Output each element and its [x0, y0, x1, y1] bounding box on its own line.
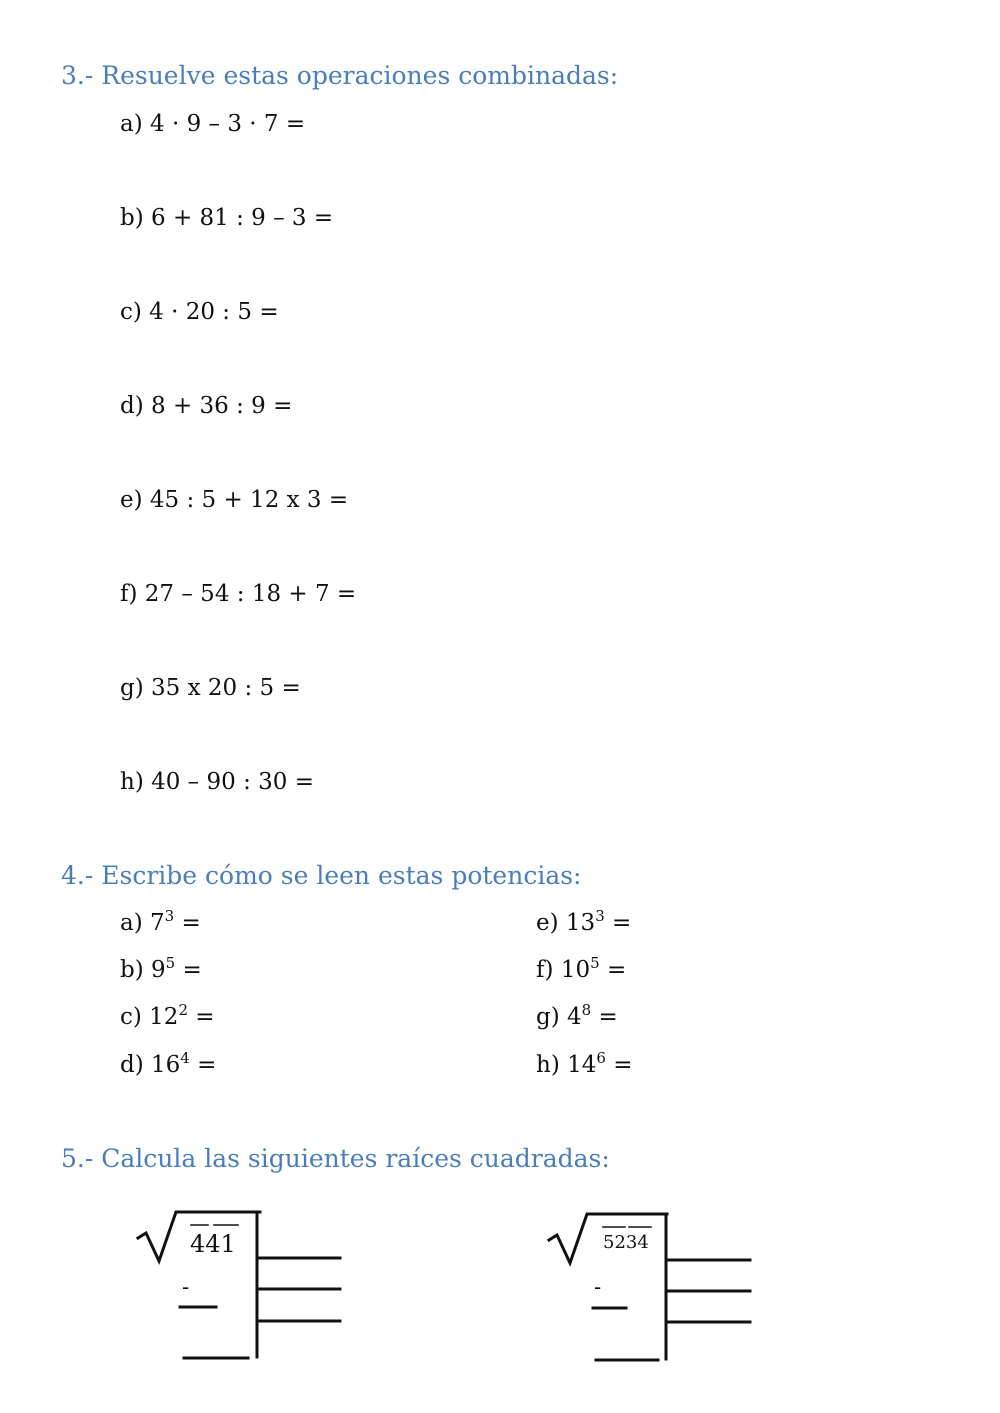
- power-item-f: [536, 955, 626, 985]
- exercise-3c: c) 4 · 20 : 5 =: [120, 299, 279, 325]
- radicand-text: 5234: [603, 1232, 649, 1253]
- power-equals: =: [175, 957, 202, 983]
- power-equals: =: [188, 1004, 215, 1030]
- section-4-heading: 4.- Escribe cómo se leen estas potencias:: [61, 861, 582, 890]
- power-equals: =: [604, 910, 632, 936]
- power-item-g: [536, 1002, 618, 1032]
- power-label: f): [536, 957, 554, 983]
- power-exponent: 3: [595, 907, 605, 925]
- power-base: 14: [567, 1052, 597, 1078]
- power-label: g): [536, 1004, 560, 1030]
- exercise-3h: h) 40 – 90 : 30 =: [120, 769, 314, 795]
- exercise-3e: e) 45 : 5 + 12 x 3 =: [120, 487, 349, 513]
- exercise-3g: g) 35 x 20 : 5 =: [120, 675, 301, 701]
- power-equals: =: [605, 1052, 633, 1078]
- power-base: 9: [151, 957, 166, 983]
- power-exponent: 5: [165, 954, 176, 972]
- power-base: 12: [149, 1004, 179, 1030]
- power-item-b: [120, 955, 202, 985]
- power-label: h): [536, 1052, 560, 1078]
- radicand-text: 441: [190, 1230, 236, 1258]
- power-equals: =: [189, 1052, 217, 1078]
- square-root-diagram-5234: [541, 1207, 761, 1367]
- power-label: b): [120, 957, 144, 983]
- power-item-c: [120, 1002, 215, 1032]
- power-base: 16: [151, 1052, 181, 1078]
- power-equals: =: [174, 910, 201, 936]
- exercise-3d: d) 8 + 36 : 9 =: [120, 393, 293, 419]
- power-base: 10: [560, 957, 591, 983]
- power-exponent: 2: [178, 1001, 188, 1019]
- power-item-a: [120, 908, 201, 938]
- power-base: 4: [567, 1004, 582, 1030]
- minus-sign: -: [182, 1275, 190, 1299]
- power-exponent: 8: [581, 1001, 592, 1019]
- exercise-3f: f) 27 – 54 : 18 + 7 =: [120, 581, 357, 607]
- exercise-3b: b) 6 + 81 : 9 – 3 =: [120, 205, 334, 231]
- power-label: d): [120, 1052, 144, 1078]
- minus-sign: -: [594, 1275, 602, 1299]
- power-item-e: [536, 908, 631, 938]
- exercise-3a: a) 4 · 9 – 3 · 7 =: [120, 111, 306, 137]
- section-5-heading: 5.- Calcula las siguientes raíces cuadradas:: [61, 1144, 610, 1173]
- power-label: c): [120, 1004, 142, 1030]
- power-label: a): [120, 910, 143, 936]
- power-exponent: 3: [164, 907, 175, 925]
- power-equals: =: [591, 1004, 618, 1030]
- power-item-d: [120, 1050, 216, 1080]
- section-3-heading: 3.- Resuelve estas operaciones combinadas:: [61, 61, 619, 90]
- power-equals: =: [599, 957, 627, 983]
- power-exponent: 4: [180, 1049, 190, 1067]
- power-base: 13: [565, 910, 596, 936]
- square-root-diagram-441: [130, 1205, 350, 1365]
- power-base: 7: [150, 910, 165, 936]
- power-item-h: [536, 1050, 633, 1080]
- power-label: e): [536, 910, 559, 936]
- power-exponent: 6: [596, 1049, 606, 1067]
- power-exponent: 5: [590, 954, 600, 972]
